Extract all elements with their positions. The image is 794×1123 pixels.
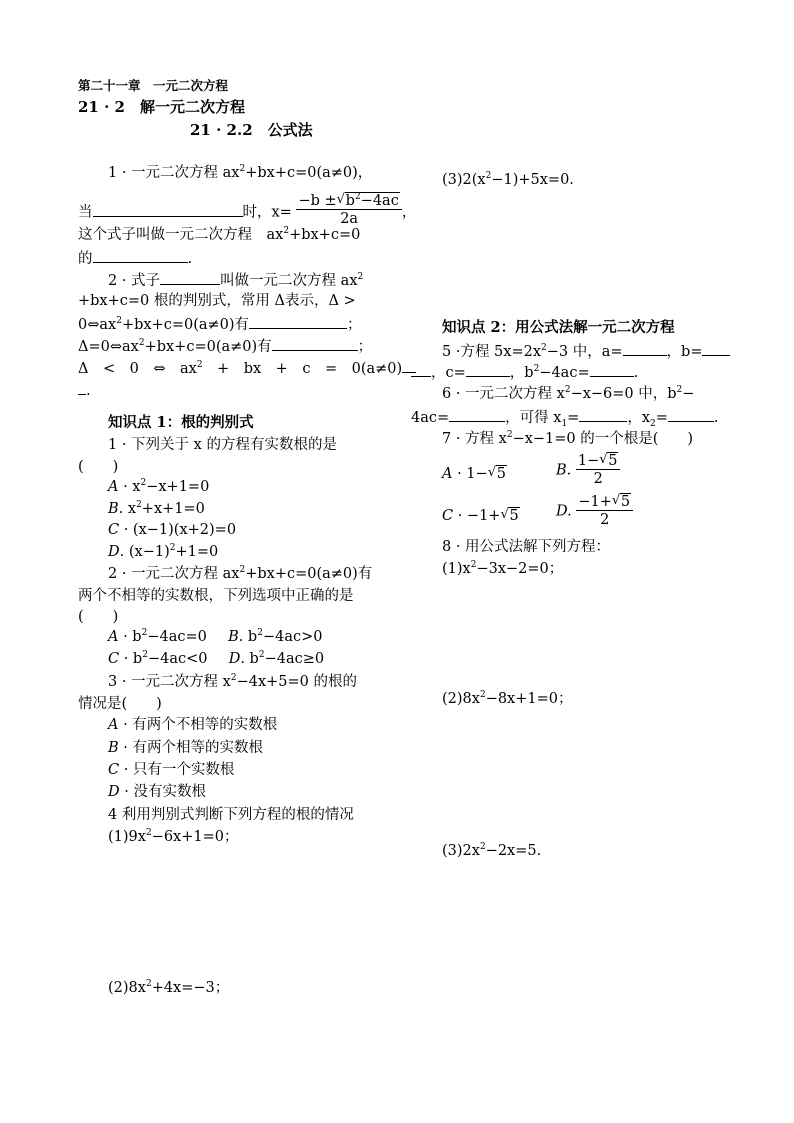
kp2-q7: 7 · 方程 $x^2-x-1=0$ 的一个根是( )	[442, 430, 694, 447]
kp1-q2-line1: 2 · 一元二次方程 $ax^2+bx+c=0(a\ne 0)$有	[108, 565, 373, 582]
kp1-q4-1: $(1)9x^2-6x+1=0$；	[108, 828, 239, 845]
kp2-q7-option-d[interactable]: D. −1+ √ 5 2	[556, 494, 633, 529]
kp1-q3-line2[interactable]: 情况是( )	[78, 696, 162, 712]
kp1-q1-paren[interactable]: ( )	[78, 459, 119, 475]
kp1-q2-options-ab[interactable]: $A \cdot b^2-4ac=0$ B. $b^2-4ac>0$	[108, 628, 323, 645]
kp1-q3-option-a[interactable]: A · 有两个不相等的实数根	[108, 717, 278, 733]
subsection-title: 21 · 2.2 公式法	[190, 121, 313, 139]
kp1-q3-option-c[interactable]: C · 只有一个实数根	[108, 762, 235, 778]
intro-q2-line2: +bx+c=0 根的判别式，常用 Δ表示，Δ >	[78, 293, 356, 309]
intro-q2-line1: 2 · 式子 叫做一元二次方程 $ax^2$	[108, 270, 363, 290]
kp2-q8-3: $(3)2x^2-2x=5$.	[442, 842, 542, 859]
blank[interactable]	[78, 380, 86, 395]
kp2-q8-1: $(1)x^2-3x-2=0$；	[442, 560, 564, 577]
kp2-q6-line2: 4ac= ，可得 $x_1=$ ，$x_2=$ .	[411, 407, 719, 427]
kp1-q2-options-cd[interactable]: $C \cdot b^2-4ac<0$ D. $b^2-4ac\ge 0$	[108, 650, 325, 667]
q4-3: $(3)2(x^2-1)+5x=0$.	[442, 171, 574, 188]
kp1-q2-line2: 两个不相等的实数根，下列选项中正确的是	[78, 588, 354, 604]
blank[interactable]	[411, 362, 431, 377]
intro-q1-line2: 当 时，x= −b ± √ $b^2-4ac$ 2a ，	[78, 192, 417, 227]
blank[interactable]	[272, 336, 358, 351]
intro-q2-line3: $0\Leftrightarrow ax^2+bx+c=0(a\ne 0)$有 ；	[78, 314, 362, 334]
blank[interactable]	[623, 341, 667, 356]
kp2-q7-option-c[interactable]: C · −1+ √ 5	[442, 507, 519, 524]
kp1-q3-option-b[interactable]: B · 有两个相等的实数根	[108, 740, 263, 756]
blank[interactable]	[93, 202, 243, 217]
kp1-q3-line1: 3 · 一元二次方程 $x^2-4x+5=0$ 的根的	[108, 673, 357, 690]
kp2-q8: 8 · 用公式法解下列方程：	[442, 539, 611, 555]
blank[interactable]	[702, 341, 730, 356]
intro-q1-line1: 1 · 一元二次方程 $ax^2+bx+c=0(a\ne 0)$，	[108, 164, 373, 181]
blank[interactable]	[668, 407, 714, 422]
kp2-q7-option-a[interactable]: A · 1− √ 5	[442, 465, 506, 482]
kp2-q5-line1: 5 ·方程 $5x=2x^2-3$ 中，a= ，b=	[442, 341, 730, 361]
kp1-title: 知识点 1：根的判别式	[108, 414, 254, 431]
kp1-q1-option-a[interactable]: $A \cdot x^2-x+1=0$	[108, 478, 210, 495]
blank[interactable]	[249, 314, 347, 329]
kp1-q1-option-c[interactable]: C · (x−1)(x+2)=0	[108, 522, 237, 538]
kp2-q5-line2: ，c= ，$b^2-4ac=$ .	[411, 362, 638, 382]
blank[interactable]	[466, 362, 510, 377]
blank[interactable]	[449, 407, 505, 422]
kp2-q8-2: $(2)8x^2-8x+1=0$；	[442, 690, 573, 707]
blank[interactable]	[590, 362, 634, 377]
chapter-title: 第二十一章 一元二次方程	[78, 78, 229, 93]
kp1-q1-option-b[interactable]: B. $x^2+x+1=0$	[108, 500, 205, 517]
section-title: 21 · 2 解一元二次方程	[78, 98, 245, 116]
kp2-title: 知识点 2：用公式法解一元二次方程	[442, 319, 675, 336]
kp1-q3-option-d[interactable]: D · 没有实数根	[108, 784, 206, 800]
kp1-q1: 1 · 下列关于 x 的方程有实数根的是	[108, 437, 337, 453]
intro-q2-line4: $\Delta=0\Leftrightarrow ax^2+bx+c=0(a\ne 0)$有 ；	[78, 336, 372, 356]
intro-q1-line4: 的 .	[78, 248, 192, 268]
intro-q2-line5: Δ < 0 ⇔ $ax^2$ + bx + c = 0(a≠0)	[78, 358, 416, 378]
intro-q1-line3: 这个式子叫做一元二次方程 $ax^2+bx+c=0$	[78, 226, 361, 243]
quadratic-formula: −b ± √ $b^2-4ac$ 2a	[296, 193, 401, 228]
kp1-q2-paren[interactable]: ( )	[78, 609, 119, 625]
kp2-q7-option-b[interactable]: B. 1− √ 5 2	[556, 453, 620, 488]
kp1-q4-2: $(2)8x^2+4x=-3$；	[108, 979, 230, 996]
blank[interactable]	[93, 248, 188, 263]
kp2-q6-line1: 6 · 一元二次方程 $x^2-x-6=0$ 中，$b^2-$	[442, 385, 695, 402]
blank[interactable]	[160, 270, 220, 285]
blank[interactable]	[579, 407, 627, 422]
kp1-q4: 4 利用判别式判断下列方程的根的情况	[108, 807, 354, 823]
intro-q2-line6: .	[78, 380, 91, 400]
kp1-q1-option-d[interactable]: D. $(x-1)^2+1=0$	[108, 543, 219, 560]
